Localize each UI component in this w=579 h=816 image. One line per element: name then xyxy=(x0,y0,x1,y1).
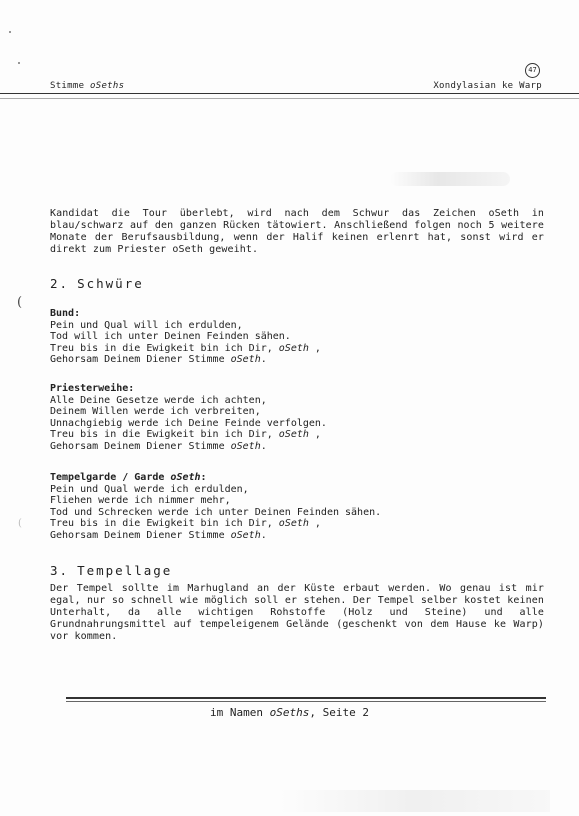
footer-suffix: , Seite 2 xyxy=(309,706,369,719)
oath-line-suffix: , xyxy=(308,429,321,440)
oath-line xyxy=(50,343,321,355)
page-number-circle: 47 xyxy=(525,63,540,78)
oath-title-suffix: : xyxy=(200,472,207,483)
oath-italic-word: oSeth xyxy=(230,529,261,541)
tempel-text: Der Tempel sollte im Marhugland an der Küste erbaut werden. Wo genau ist mir egal, nur so schnell wie möglich soll er stehen. Der Tempel selber kostet keinen Unterhalt, da alle wichtigen Rohstoffe (Holz und Steine) und alle Grundnahrungsmittel auf tempeleigenem Gelände (geschenkt von dem Hause ke Warp) vor kommen. xyxy=(50,583,544,642)
oath-italic-word: oSeth xyxy=(278,342,309,354)
oath-bund xyxy=(50,308,321,366)
oath-priesterweihe xyxy=(50,383,327,452)
oath-line-text: Treu bis in die Ewigkeit bin ich Dir, xyxy=(50,429,279,440)
oath-italic-word: oSeth xyxy=(278,518,309,529)
section-heading-schwuere xyxy=(50,276,144,291)
footer-italic: oSeths xyxy=(269,706,310,719)
oath-italic-word: oSeth xyxy=(278,429,309,440)
ink-speck xyxy=(18,62,20,64)
footer-text: im Namen xyxy=(210,706,270,719)
section-heading-tempellage xyxy=(50,563,172,578)
header-rule-secondary xyxy=(0,98,579,99)
running-header-right: Xondylasian ke Warp xyxy=(433,81,542,91)
oath-line: Tod will ich unter Deinen Feinden sähen. xyxy=(50,331,291,342)
scan-noise xyxy=(280,790,550,812)
oath-line-text: Gehorsam Deinem Diener Stimme xyxy=(50,354,231,365)
ink-speck xyxy=(9,31,11,33)
oath-line-suffix: . xyxy=(260,529,267,541)
oath-italic-word: oSeth xyxy=(230,354,261,365)
oath-line: Unnachgiebig werde ich Deine Feinde verfolgen. xyxy=(50,417,327,429)
oath-line: Deinem Willen werde ich verbreiten, xyxy=(50,406,261,417)
running-header-left xyxy=(50,81,124,91)
oath-line-suffix: , xyxy=(308,518,321,529)
oath-line-text: Treu bis in die Ewigkeit bin ich Dir, xyxy=(50,518,279,529)
oath-line: Fliehen werde ich nimmer mehr, xyxy=(50,495,231,506)
margin-mark: ( xyxy=(17,295,23,310)
tempel-paragraph xyxy=(50,583,544,643)
oath-italic-word: oSeth xyxy=(230,440,261,452)
section-title: Schwüre xyxy=(77,276,144,291)
header-left-text: Stimme xyxy=(50,81,91,91)
oath-line: Alle Deine Gesetze werde ich achten, xyxy=(50,394,267,406)
oath-line: Pein und Qual werde ich erdulden, xyxy=(50,483,249,495)
oath-line: Tod und Schrecken werde ich unter Deinen Feinden sähen. xyxy=(50,506,382,518)
oath-line-suffix: . xyxy=(260,354,267,365)
oath-tempelgarde xyxy=(50,472,381,541)
margin-mark-faint: ( xyxy=(18,518,22,529)
section-number: 2. xyxy=(50,276,70,291)
header-left-italic: oSeths xyxy=(90,81,125,91)
oath-line xyxy=(50,530,381,542)
page-footer xyxy=(0,706,579,719)
oath-title xyxy=(50,472,381,484)
oath-title-text: Tempelgarde / Garde xyxy=(50,472,171,483)
oath-line xyxy=(50,441,327,453)
footer-rule-secondary xyxy=(66,701,546,702)
oath-title: Bund: xyxy=(50,308,81,319)
footer-rule xyxy=(66,697,546,699)
oath-line-suffix: , xyxy=(308,342,321,354)
oath-line-text: Gehorsam Deinem Diener Stimme xyxy=(50,440,231,452)
scan-smudge xyxy=(390,172,510,186)
oath-line xyxy=(50,518,381,530)
oath-title-italic: oSeth xyxy=(170,472,201,483)
header-rule xyxy=(0,93,579,94)
oath-line xyxy=(50,354,321,366)
section-number: 3. xyxy=(50,563,70,578)
oath-title: Priesterweihe: xyxy=(50,383,135,394)
oath-line-text: Treu bis in die Ewigkeit bin ich Dir, xyxy=(50,342,279,354)
intro-text: Kandidat die Tour überlebt, wird nach dem Schwur das Zeichen oSeth in blau/schwarz auf den ganzen Rücken tätowiert. Anschließend folgen noch 5 weitere Monate der Berufsausbildung, wenn der Halif keinen erlenrt hat, sonst wird er direkt zum Priester oSeth geweiht. xyxy=(50,208,544,255)
intro-paragraph xyxy=(50,208,544,256)
oath-line: Pein und Qual will ich erdulden, xyxy=(50,319,243,331)
oath-line xyxy=(50,429,327,441)
oath-line-text: Gehorsam Deinem Diener Stimme xyxy=(50,529,231,541)
oath-line-suffix: . xyxy=(260,440,267,452)
section-title: Tempellage xyxy=(77,563,173,578)
